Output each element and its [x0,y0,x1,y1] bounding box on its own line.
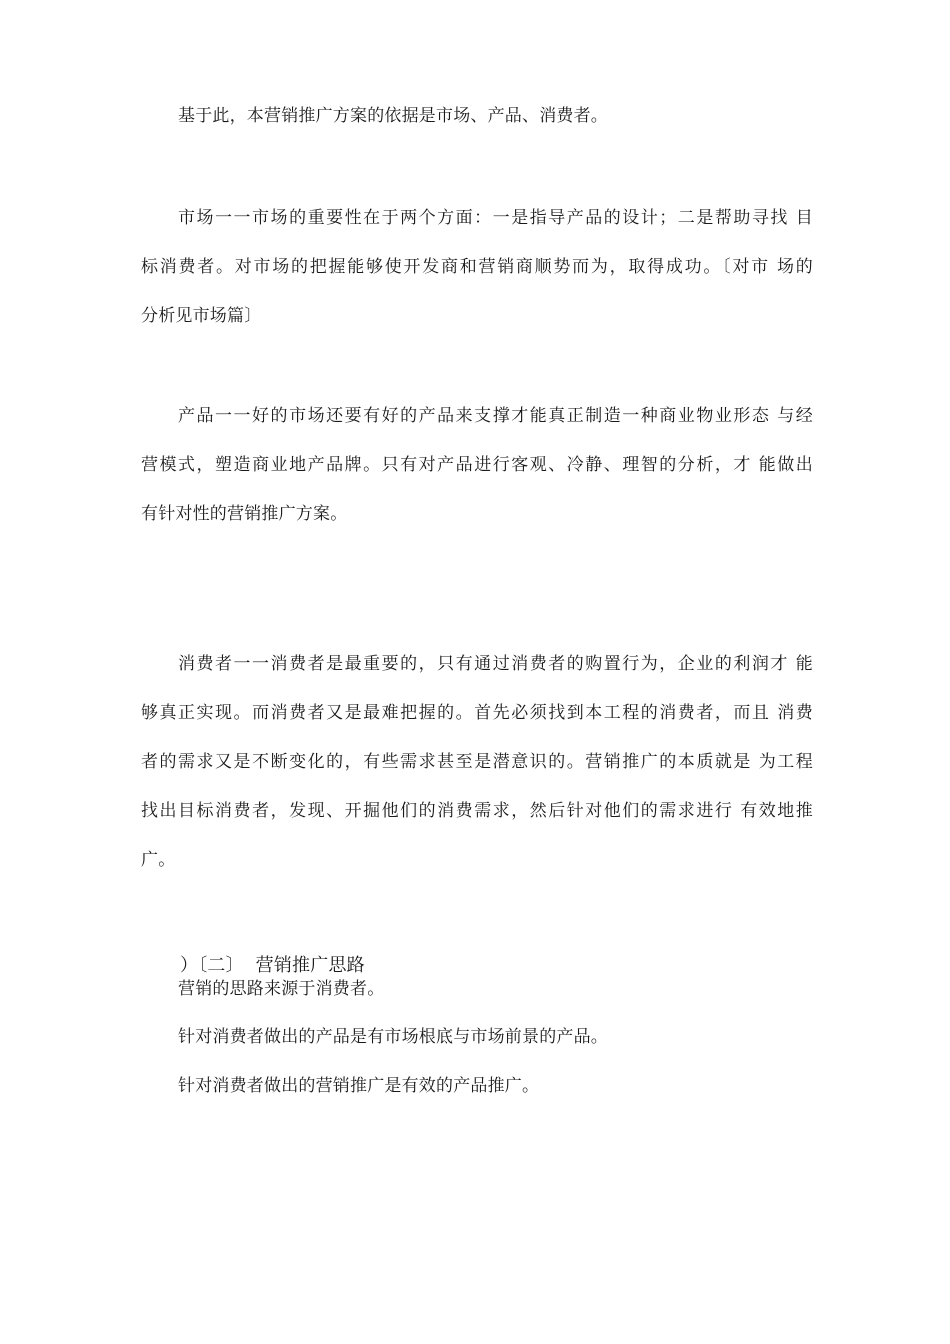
product-paragraph-line-1: 产品一一好的市场还要有好的产品来支撑才能真正制造一种商业物业形态 与经 [178,406,813,426]
market-paragraph-line-1: 市场一一市场的重要性在于两个方面：一是指导产品的设计；二是帮助寻找 目 [178,208,813,228]
thinking-line-3: 针对消费者做出的营销推广是有效的产品推广。 [178,1076,540,1096]
section-heading: ）〔二〕 营销推广思路 [180,955,365,976]
consumer-paragraph-line-3: 者的需求又是不断变化的，有些需求甚至是潜意识的。营销推广的本质就是 为工程 [141,752,813,772]
market-paragraph-line-2: 标消费者。对市场的把握能够使开发商和营销商顺势而为，取得成功。〔对市 场的 [141,257,813,277]
intro-paragraph: 基于此，本营销推广方案的依据是市场、产品、消费者。 [178,106,608,126]
product-paragraph-line-2: 营模式，塑造商业地产品牌。只有对产品进行客观、冷静、理智的分析，才 能做出 [141,455,813,475]
consumer-paragraph-line-5: 广。 [141,850,176,870]
thinking-line-1: 营销的思路来源于消费者。 [178,979,385,999]
product-paragraph-line-3: 有针对性的营销推广方案。 [141,504,348,524]
consumer-paragraph-line-2: 够真正实现。而消费者又是最难把握的。首先必须找到本工程的消费者，而且 消费 [141,703,813,723]
thinking-line-2: 针对消费者做出的产品是有市场根底与市场前景的产品。 [178,1027,608,1047]
consumer-paragraph-line-4: 找出目标消费者，发现、开掘他们的消费需求，然后针对他们的需求进行 有效地推 [141,801,813,821]
market-paragraph-line-3: 分析见市场篇〕 [141,306,262,326]
consumer-paragraph-line-1: 消费者一一消费者是最重要的，只有通过消费者的购置行为，企业的利润才 能 [178,654,813,674]
